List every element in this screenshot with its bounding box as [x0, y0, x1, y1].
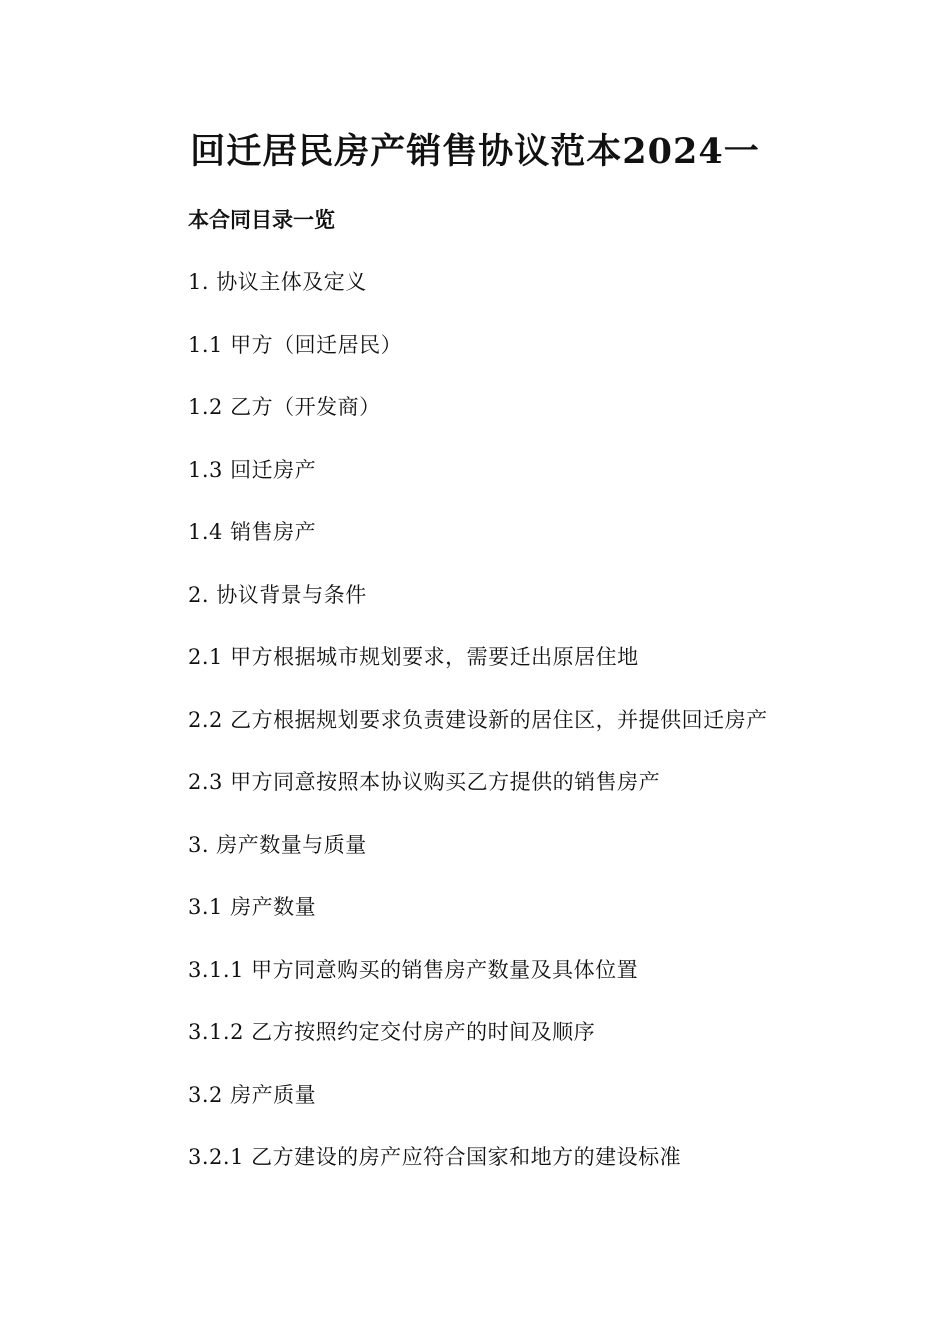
toc-item: 2.3 甲方同意按照本协议购买乙方提供的销售房产	[188, 770, 661, 794]
toc-item: 3.1.1 甲方同意购买的销售房产数量及具体位置	[188, 957, 639, 982]
toc-item: 3. 房产数量与质量	[188, 832, 367, 857]
document-title: 回迁居民房产销售协议范本2024一	[190, 131, 760, 172]
toc-item: 1.4 销售房产	[188, 520, 317, 544]
toc-item: 2.1 甲方根据城市规划要求，需要迁出原居住地	[188, 645, 639, 669]
toc-item: 3.1.2 乙方按照约定交付房产的时间及顺序	[188, 1020, 596, 1044]
toc-item: 1.2 乙方（开发商）	[188, 395, 381, 419]
toc-item: 1. 协议主体及定义	[188, 270, 367, 294]
toc-item: 1.1 甲方（回迁居民）	[188, 332, 403, 357]
toc-item: 3.1 房产数量	[188, 895, 317, 919]
toc-item: 2. 协议背景与条件	[188, 582, 367, 607]
toc-list	[188, 267, 768, 1205]
toc-item: 2.2 乙方根据规划要求负责建设新的居住区，并提供回迁房产	[188, 707, 768, 732]
toc-item: 1.3 回迁房产	[188, 457, 317, 482]
toc-item: 3.2 房产质量	[188, 1082, 317, 1107]
toc-item: 3.2.1 乙方建设的房产应符合国家和地方的建设标准	[188, 1145, 682, 1169]
toc-heading: 本合同目录一览	[188, 207, 335, 232]
